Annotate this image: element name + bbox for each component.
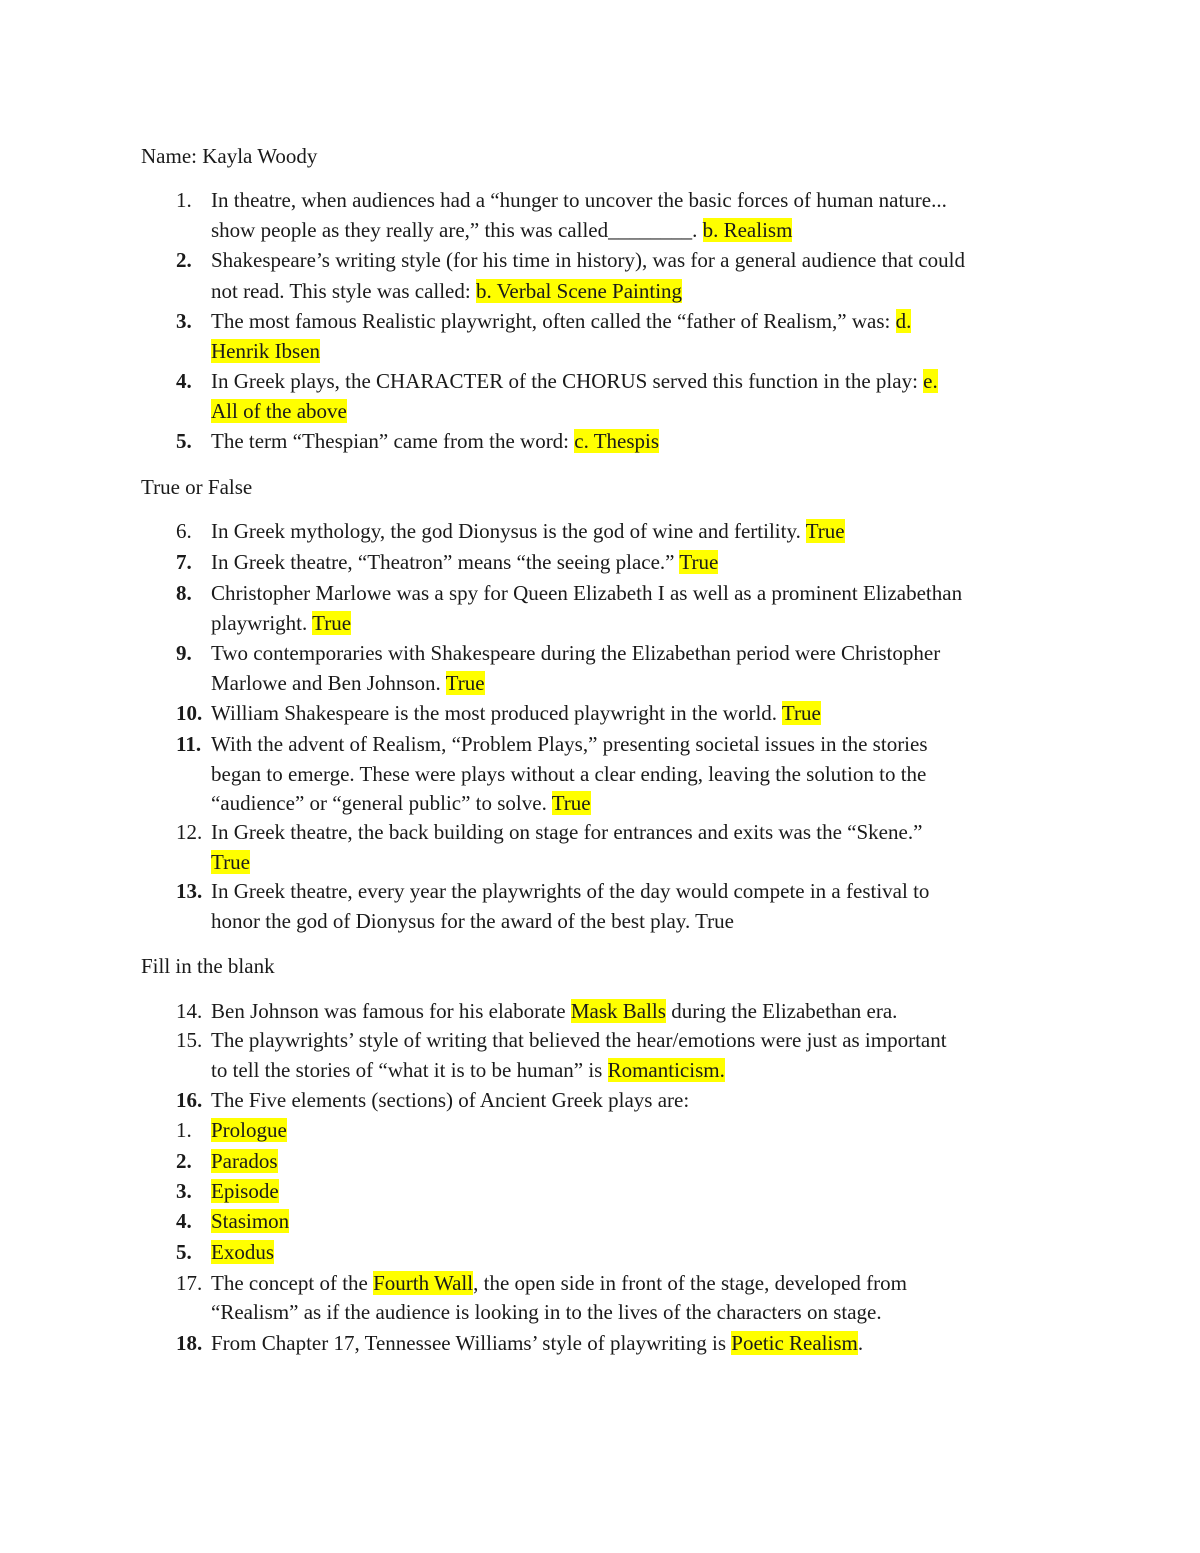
question-number: 13. [176, 879, 203, 903]
question-text: honor the god of Dionysus for the award of the best play. True [211, 909, 734, 933]
question-text-part: In Greek plays, the CHARACTER of the CHORUS served this function in the play: [211, 369, 924, 393]
question-text-part: “audience” or “general public” to solve. [211, 791, 552, 815]
question-text [211, 518, 845, 544]
question-text [211, 790, 591, 816]
element-answer [211, 1148, 278, 1174]
question-text [211, 278, 682, 304]
question-text [211, 398, 347, 424]
answer-highlight: b. Realism [702, 218, 793, 242]
question-text-part: The term “Thespian” came from the word: [211, 429, 575, 453]
element-answer [211, 1239, 274, 1265]
question-text: “Realism” as if the audience is looking in to the lives of the characters on stage. [211, 1300, 882, 1324]
answer-highlight: Prologue [211, 1118, 287, 1142]
question-number: 10. [176, 701, 203, 725]
answer-highlight: All of the above [211, 399, 347, 423]
question-number: 16. [176, 1088, 203, 1112]
question-text-part: . [857, 1331, 864, 1355]
question-text: The Five elements (sections) of Ancient Greek plays are: [211, 1088, 690, 1112]
question-number: 9. [176, 641, 192, 665]
question-text-part: playwright. [211, 611, 313, 635]
question-number: 8. [176, 581, 192, 605]
question-text: Christopher Marlowe was a spy for Queen Elizabeth I as well as a prominent Elizabethan [211, 581, 963, 605]
question-text-part: The concept of the [211, 1271, 374, 1295]
element-number: 3. [176, 1179, 192, 1203]
element-number: 1. [176, 1118, 192, 1142]
question-number: 1. [176, 188, 192, 212]
question-text [211, 549, 718, 575]
answer-highlight: Fourth Wall [373, 1271, 474, 1295]
element-number: 4. [176, 1209, 192, 1233]
answer-highlight: True [551, 791, 591, 815]
question-text [211, 338, 320, 364]
question-text-part: , the open side in front of the stage, developed from [473, 1271, 907, 1295]
question-number: 7. [176, 550, 192, 574]
answer-highlight: True [805, 519, 845, 543]
question-number: 3. [176, 309, 192, 333]
question-text-part: The most famous Realistic playwright, often called the “father of Realism,” was: [211, 309, 896, 333]
question-text-part: Marlowe and Ben Johnson. [211, 671, 446, 695]
question-text [211, 308, 911, 334]
question-number: 17. [176, 1271, 203, 1295]
question-text-part: show people as they really are,” this was called________. [211, 218, 703, 242]
element-answer [211, 1117, 287, 1143]
question-text: In Greek theatre, the back building on stage for entrances and exits was the “Skene.” [211, 820, 923, 844]
question-text-part: Ben Johnson was famous for his elaborate [211, 999, 571, 1023]
element-answer [211, 1208, 289, 1234]
answer-highlight: Mask Balls [570, 999, 666, 1023]
question-text [211, 670, 485, 696]
student-name: Name: Kayla Woody [141, 144, 318, 168]
question-text [211, 849, 250, 875]
question-number: 4. [176, 369, 192, 393]
question-number: 12. [176, 820, 203, 844]
question-text [211, 368, 938, 394]
question-number: 6. [176, 519, 192, 543]
question-text [211, 998, 897, 1024]
question-text [211, 428, 659, 454]
answer-highlight: b. Verbal Scene Painting [475, 279, 683, 303]
question-text: began to emerge. These were plays without a clear ending, leaving the solution to the [211, 762, 927, 786]
answer-highlight: True [445, 671, 485, 695]
question-text: In Greek theatre, every year the playwrights of the day would compete in a festival to [211, 879, 930, 903]
question-text [211, 1057, 725, 1083]
question-text: Shakespeare’s writing style (for his time in history), was for a general audience that could [211, 248, 966, 272]
question-text [211, 610, 351, 636]
section-heading: True or False [141, 475, 253, 499]
question-text-part: during the Elizabethan era. [665, 999, 898, 1023]
element-number: 5. [176, 1240, 192, 1264]
answer-highlight: e. [923, 369, 938, 393]
answer-highlight: True [211, 850, 250, 874]
question-text-part: From Chapter 17, Tennessee Williams’ style of playwriting is [211, 1331, 732, 1355]
question-text: In theatre, when audiences had a “hunger to uncover the basic forces of human nature... [211, 188, 947, 212]
section-heading: Fill in the blank [141, 954, 275, 978]
question-text-part: William Shakespeare is the most produced playwright in the world. [211, 701, 782, 725]
answer-highlight: Poetic Realism [731, 1331, 858, 1355]
answer-highlight: Stasimon [211, 1209, 290, 1233]
element-answer [211, 1178, 279, 1204]
question-text: With the advent of Realism, “Problem Plays,” presenting societal issues in the stories [211, 732, 928, 756]
answer-highlight: d. [895, 309, 912, 333]
question-number: 2. [176, 248, 192, 272]
answer-highlight: Exodus [211, 1240, 274, 1264]
question-text [211, 700, 821, 726]
element-number: 2. [176, 1149, 192, 1173]
answer-highlight: True [781, 701, 821, 725]
question-text [211, 217, 792, 243]
question-text: Two contemporaries with Shakespeare during the Elizabethan period were Christopher [211, 641, 941, 665]
question-number: 14. [176, 999, 203, 1023]
question-number: 18. [176, 1331, 203, 1355]
question-text-part: to tell the stories of “what it is to be human” is [211, 1058, 608, 1082]
answer-highlight: Episode [211, 1179, 279, 1203]
answer-highlight: True [679, 550, 719, 574]
answer-highlight: c. Thespis [574, 429, 660, 453]
answer-highlight: Parados [211, 1149, 278, 1173]
answer-highlight: True [312, 611, 352, 635]
answer-highlight: Romanticism. [607, 1058, 725, 1082]
question-number: 5. [176, 429, 192, 453]
answer-highlight: Henrik Ibsen [211, 339, 321, 363]
question-number: 11. [176, 732, 202, 756]
question-text-part: In Greek mythology, the god Dionysus is the god of wine and fertility. [211, 519, 806, 543]
question-text [211, 1330, 863, 1356]
question-text [211, 1270, 907, 1296]
question-text-part: not read. This style was called: [211, 279, 476, 303]
question-text: The playwrights’ style of writing that believed the hear/emotions were just as important [211, 1028, 947, 1052]
question-text-part: In Greek theatre, “Theatron” means “the seeing place.” [211, 550, 680, 574]
question-number: 15. [176, 1028, 203, 1052]
